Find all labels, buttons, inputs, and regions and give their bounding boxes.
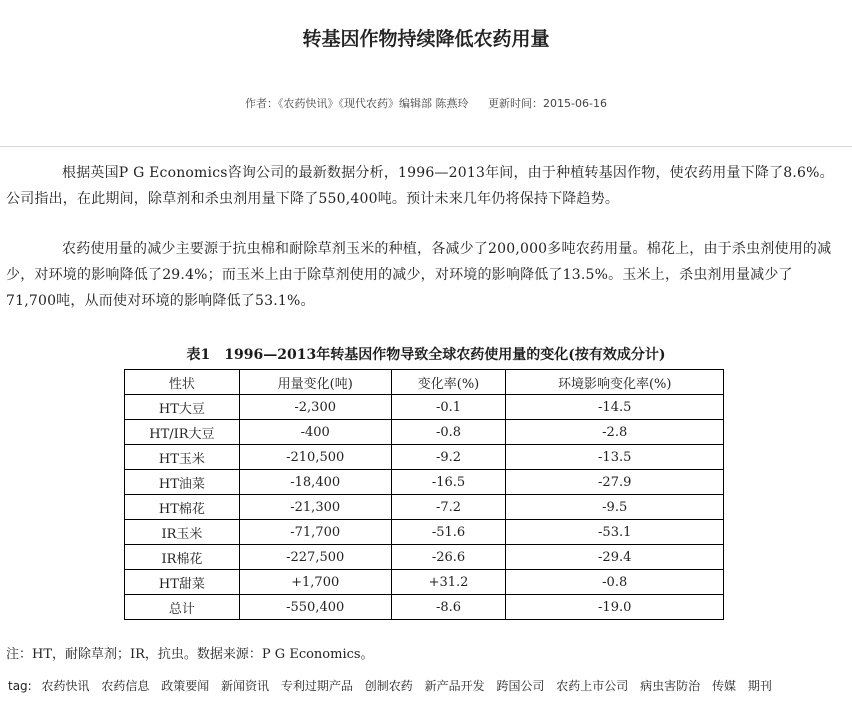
cell-impact: -2.8 — [506, 420, 724, 445]
cell-amount: -71,700 — [239, 520, 391, 545]
cell-trait: 总计 — [125, 595, 240, 620]
article-meta — [0, 95, 852, 111]
cell-trait: HT玉米 — [125, 445, 240, 470]
table-caption: 表1 1996—2013年转基因作物导致全球农药使用量的变化(按有效成分计) — [186, 347, 666, 363]
body-paragraph-2: 农药使用量的减少主要源于抗虫棉和耐除草剂玉米的种植，各减少了200,000多吨农药用量。棉花上，由于杀虫剂使用的减少，对环境的影响降低了29.4%；而玉米上由于除草剂使用的减少，对环境的影响降低了13.5%。玉米上，杀虫剂用量减少了71,700吨，从而使对环境的影响降低了53.1%。 — [6, 241, 832, 309]
col-header-env-impact: 环境影响变化率(%) — [506, 370, 724, 395]
tag-link[interactable]: 农药快讯 — [41, 679, 90, 693]
col-header-change-rate: 变化率(%) — [391, 370, 506, 395]
table-row — [125, 545, 724, 570]
header-divider — [0, 146, 852, 147]
table-row — [125, 520, 724, 545]
cell-impact: -13.5 — [506, 445, 724, 470]
col-header-amount-change: 用量变化(吨) — [239, 370, 391, 395]
cell-rate: -9.2 — [391, 445, 506, 470]
cell-trait: HT/IR大豆 — [125, 420, 240, 445]
cell-rate: -7.2 — [391, 495, 506, 520]
table-row — [125, 470, 724, 495]
tag-link[interactable]: 新产品开发 — [424, 679, 485, 693]
cell-rate: -0.8 — [391, 420, 506, 445]
cell-rate: -51.6 — [391, 520, 506, 545]
cell-impact: -53.1 — [506, 520, 724, 545]
cell-trait: HT棉花 — [125, 495, 240, 520]
col-header-trait: 性状 — [125, 370, 240, 395]
body-paragraph-1: 根据英国P G Economics咨询公司的最新数据分析，1996—2013年间，由于种植转基因作物，使农药用量下降了8.6%。公司指出，在此期间，除草剂和杀虫剂用量下降了550,400吨。预计未来几年仍将保持下降趋势。 — [6, 165, 834, 207]
tag-link[interactable]: 农药信息 — [101, 679, 150, 693]
cell-rate: -0.1 — [391, 395, 506, 420]
table-note: 注：HT，耐除草剂；IR，抗虫。数据来源：P G Economics。 — [6, 647, 374, 662]
cell-amount: +1,700 — [239, 570, 391, 595]
cell-trait: HT大豆 — [125, 395, 240, 420]
tag-link[interactable]: 跨国公司 — [496, 679, 545, 693]
cell-rate: -16.5 — [391, 470, 506, 495]
tag-link[interactable]: 创制农药 — [364, 679, 413, 693]
table-row — [125, 445, 724, 470]
table-row — [125, 570, 724, 595]
cell-rate: -26.6 — [391, 545, 506, 570]
cell-amount: -550,400 — [239, 595, 391, 620]
cell-rate: +31.2 — [391, 570, 506, 595]
tag-link[interactable]: 政策要闻 — [161, 679, 210, 693]
cell-impact: -9.5 — [506, 495, 724, 520]
tag-bar — [8, 677, 852, 694]
cell-amount: -210,500 — [239, 445, 391, 470]
table-row — [125, 395, 724, 420]
update-time: 更新时间：2015-06-16 — [488, 97, 607, 110]
tag-link[interactable]: 专利过期产品 — [280, 679, 353, 693]
cell-impact: -14.5 — [506, 395, 724, 420]
cell-trait: IR玉米 — [125, 520, 240, 545]
cell-impact: -27.9 — [506, 470, 724, 495]
cell-amount: -2,300 — [239, 395, 391, 420]
cell-amount: -400 — [239, 420, 391, 445]
table-row — [125, 495, 724, 520]
pesticide-change-table — [124, 369, 724, 620]
cell-amount: -18,400 — [239, 470, 391, 495]
author-info: 作者：《农药快讯》《现代农药》编辑部 陈燕玲 — [245, 97, 469, 110]
table-header-row — [125, 370, 724, 395]
cell-impact: -0.8 — [506, 570, 724, 595]
cell-trait: HT甜菜 — [125, 570, 240, 595]
cell-impact: -19.0 — [506, 595, 724, 620]
tag-label: tag: — [8, 679, 32, 693]
cell-trait: IR棉花 — [125, 545, 240, 570]
article-title: 转基因作物持续降低农药用量 — [302, 28, 550, 50]
tag-link[interactable]: 传媒 — [711, 679, 736, 693]
cell-impact: -29.4 — [506, 545, 724, 570]
tag-link[interactable]: 期刊 — [747, 679, 772, 693]
cell-amount: -227,500 — [239, 545, 391, 570]
tag-link[interactable]: 新闻资讯 — [221, 679, 270, 693]
cell-amount: -21,300 — [239, 495, 391, 520]
tag-link[interactable]: 病虫害防治 — [640, 679, 701, 693]
table-row-total — [125, 595, 724, 620]
cell-rate: -8.6 — [391, 595, 506, 620]
table-row — [125, 420, 724, 445]
cell-trait: HT油菜 — [125, 470, 240, 495]
tag-link[interactable]: 农药上市公司 — [556, 679, 629, 693]
